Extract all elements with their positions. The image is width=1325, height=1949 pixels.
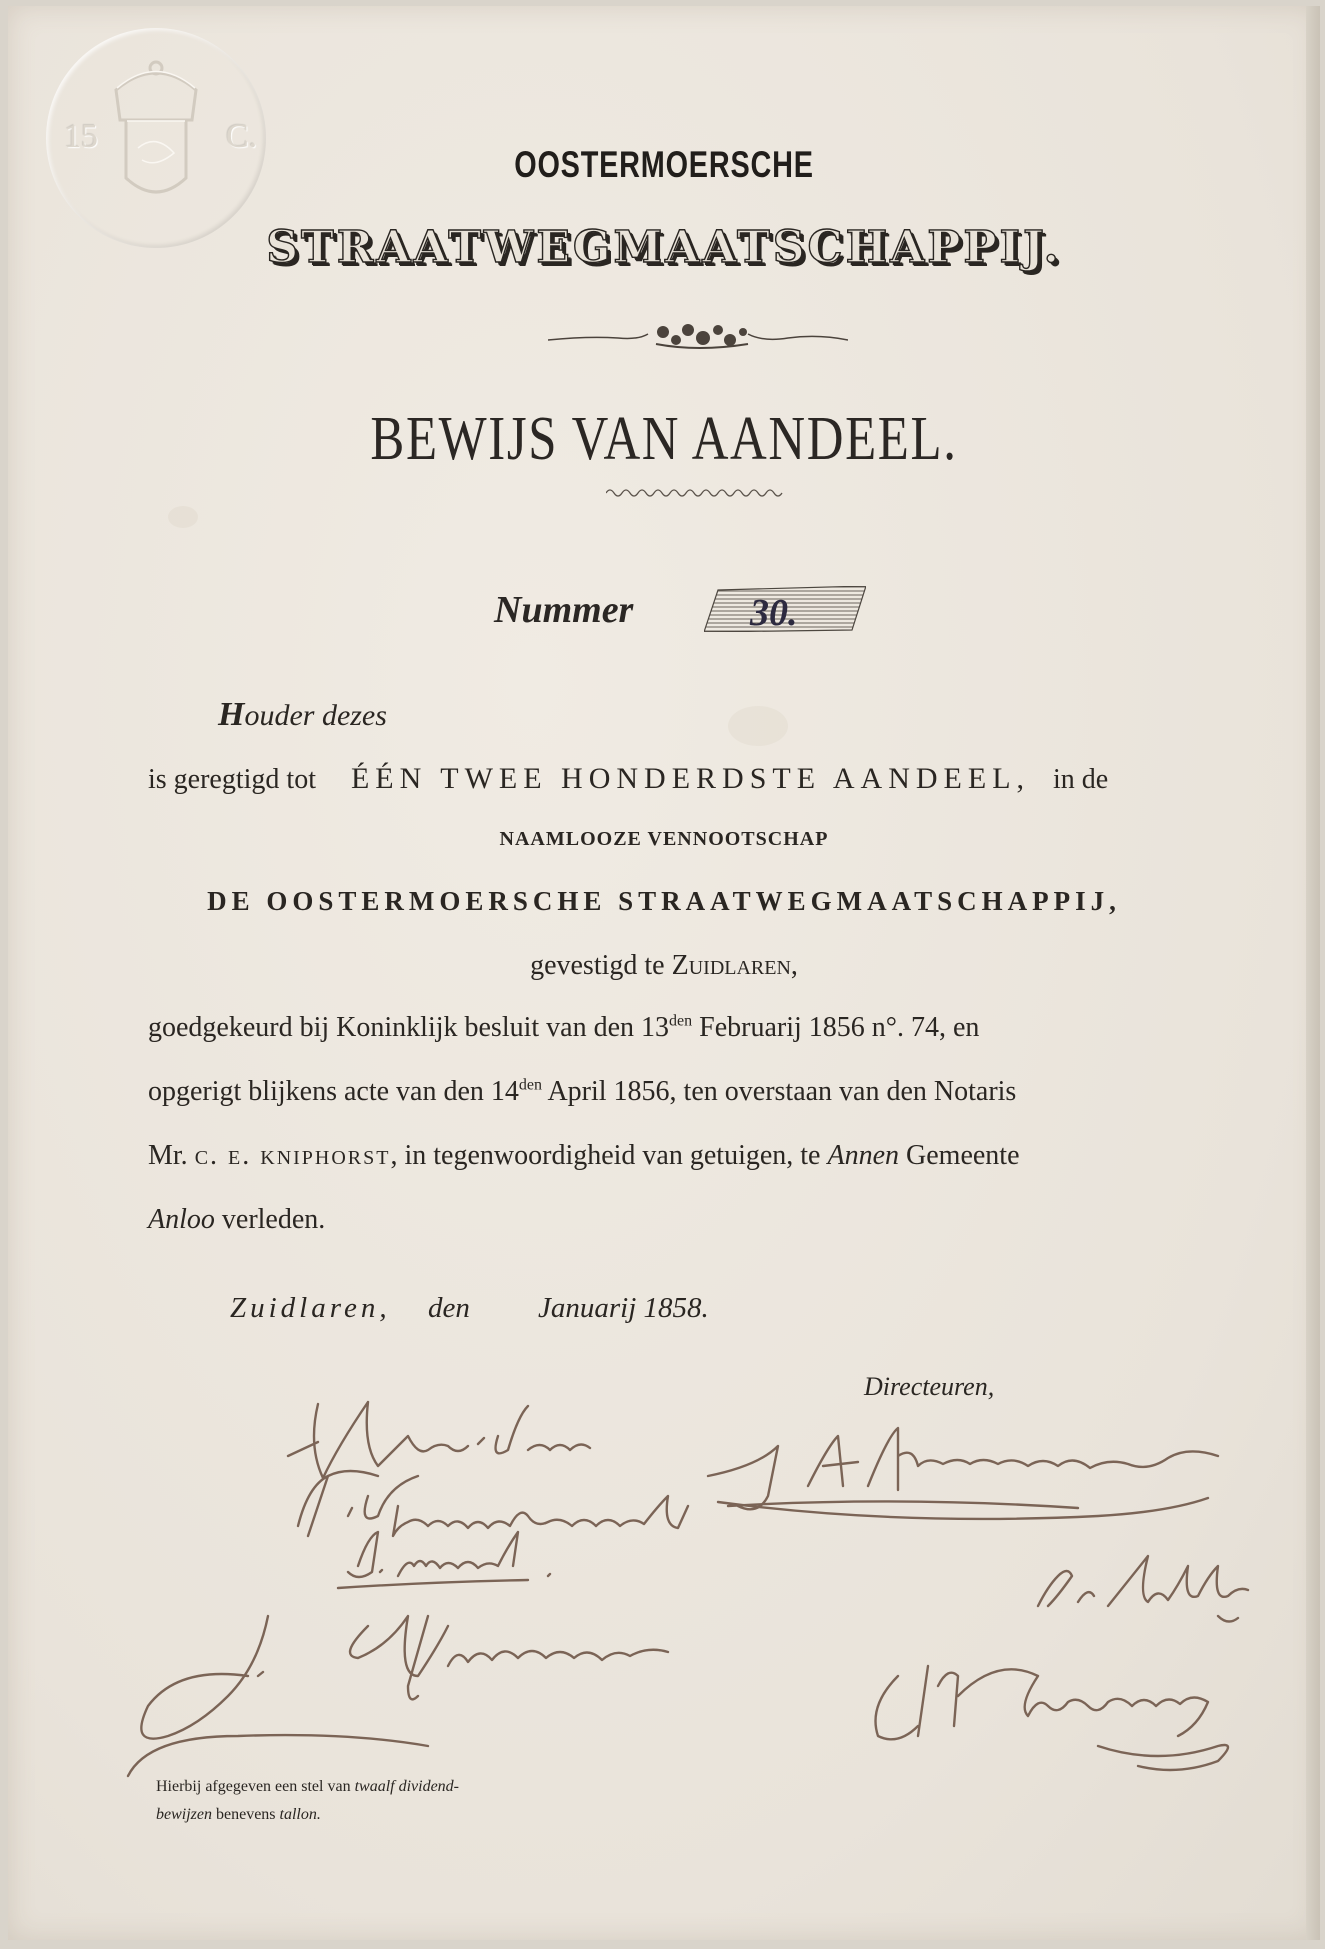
body-line-4 [8, 950, 1320, 982]
notary-name: c. e. kniphorst [194, 1140, 391, 1171]
houder-text: ouder dezes [244, 699, 387, 732]
seat-place: Zuidlaren [671, 950, 791, 981]
body-line-5-b: Februarij 1856 n°. 74, en [692, 1012, 980, 1043]
share-fraction: ÉÉN TWEE HONDERDSTE AANDEEL, [350, 762, 1031, 795]
body-line-7 [148, 1140, 1020, 1172]
footnote-2-c: tallon. [279, 1806, 321, 1823]
signature-meursing [698, 1406, 1258, 1536]
established-text: gevestigd te [530, 950, 665, 981]
embossed-seal [46, 28, 266, 248]
body-line-1 [148, 762, 1108, 796]
body-line-7-c: , in tegenwoordigheid van getuigen, te [390, 1140, 821, 1171]
footnote-1-b: twaalf dividend- [354, 1778, 460, 1795]
seal-letter: C. [226, 118, 258, 155]
directors-label: Directeuren, [864, 1372, 995, 1401]
footnote-line-2 [156, 1806, 321, 1824]
footnote-line-1 [156, 1778, 459, 1796]
issue-den: den [428, 1292, 470, 1324]
paper-stain [168, 506, 198, 528]
footnote-1-a: Hierbij afgegeven een stel van [156, 1778, 351, 1795]
company-name-ornate: STRAATWEGMAATSCHAPPIJ. [266, 222, 1062, 273]
place-anloo: Anloo [148, 1204, 215, 1235]
document-title: BEWIJS VAN AANDEEL. [370, 405, 958, 473]
issue-date [538, 1292, 709, 1325]
paper-stain [728, 706, 788, 746]
body-line-5 [148, 1012, 979, 1044]
signature-de-mulley [1018, 1546, 1258, 1636]
seal-digits: 15 [64, 118, 98, 155]
body-line-5-sup: den [669, 1012, 693, 1030]
body-line-8 [148, 1204, 325, 1236]
body-line-8-b: verleden. [214, 1204, 326, 1235]
issue-date-text: Januarij 1858. [538, 1292, 709, 1324]
signature-kniphorst [858, 1646, 1258, 1786]
body-line-6-sup: den [518, 1076, 542, 1094]
footnote-2-a: bewijzen [156, 1806, 212, 1823]
houder-line [218, 696, 387, 734]
body-line-7-e: Gemeente [906, 1140, 1020, 1171]
wavy-rule-icon [606, 486, 786, 500]
nummer-label: Nummer [494, 589, 634, 631]
houder-initial: H [218, 696, 245, 733]
footnote-2-b: benevens [212, 1806, 280, 1823]
body-line-6-a: opgerigt blijkens acte van den 14 [148, 1076, 519, 1107]
body-line-7-a: Mr. [148, 1140, 188, 1171]
place-annen: Annen [827, 1140, 900, 1171]
company-full-name: DE OOSTERMOERSCHE STRAATWEGMAATSCHAPPIJ, [207, 886, 1121, 916]
certificate-number: 30. [750, 592, 798, 634]
company-type: NAAMLOOZE VENNOOTSCHAP [499, 828, 829, 850]
body-line-6 [148, 1076, 1016, 1108]
company-name-top: OOSTERMOERSCHE [514, 144, 814, 185]
body-line-1-c: in de [1053, 764, 1109, 795]
body-line-6-b: April 1856, ten overstaan van den Notaris [542, 1076, 1017, 1107]
share-certificate [8, 6, 1320, 1940]
floral-ornament-icon [548, 318, 848, 358]
body-line-1-a: is geregtigd tot [148, 764, 316, 795]
issue-place: Zuidlaren, [230, 1292, 391, 1324]
body-line-5-a: goedgekeurd bij Koninklijk besluit van den 13 [148, 1012, 670, 1043]
body-line-4-comma: , [790, 950, 798, 981]
signature-nijenhuis [108, 1586, 708, 1786]
